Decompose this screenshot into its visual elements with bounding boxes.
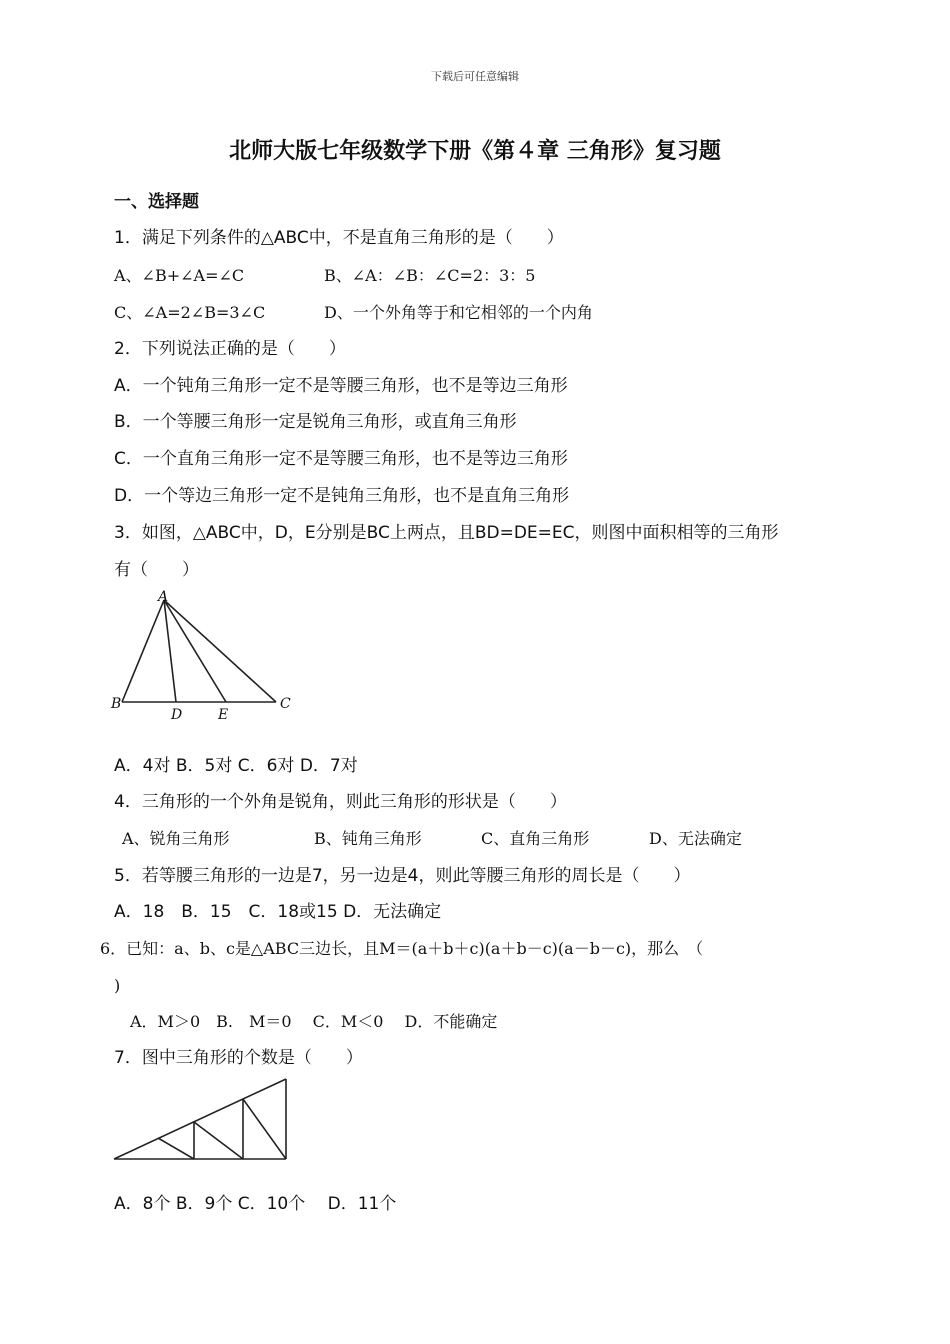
section-heading: 一、选择题: [114, 192, 199, 212]
question-2-option-a: A．一个钝角三角形一定不是等腰三角形，也不是等边三角形: [114, 376, 568, 396]
question-1-option-d: D、一个外角等于和它相邻的一个内角: [324, 303, 593, 322]
page-header: 下载后可任意编辑: [431, 70, 519, 83]
question-5-stem: 5．若等腰三角形的一边是7，另一边是4，则此等腰三角形的周长是（ ）: [114, 866, 691, 886]
question-3-stem-line2: 有（ ）: [114, 560, 199, 580]
question-7-stem: 7．图中三角形的个数是（ ）: [114, 1048, 363, 1068]
segment-ae: [164, 600, 226, 702]
triangle-count-figure: [108, 1075, 294, 1165]
vertex-label-b: B: [111, 696, 122, 712]
question-5-options: A．18 B．15 C．18或15 D．无法确定: [114, 902, 442, 922]
question-2-option-c: C．一个直角三角形一定不是等腰三角形，也不是等边三角形: [114, 449, 568, 469]
question-4-option-b: B、钝角三角形: [314, 829, 422, 848]
question-6-stem-line2: ): [114, 976, 121, 995]
question-4-option-a: A、锐角三角形: [122, 829, 230, 848]
diagonal-1: [243, 1099, 286, 1159]
question-2-option-b: B．一个等腰三角形一定是锐角三角形，或直角三角形: [114, 412, 517, 432]
diagonal-2: [194, 1122, 243, 1159]
question-1-option-b: B、∠A：∠B：∠C=2：3：5: [324, 266, 536, 285]
question-4-stem: 4．三角形的一个外角是锐角，则此三角形的形状是（ ）: [114, 792, 567, 812]
vertex-label-a: A: [158, 589, 169, 605]
vertex-label-e: E: [218, 707, 229, 723]
question-4-option-c: C、直角三角形: [481, 829, 590, 848]
question-7-options: A．8个 B．9个 C．10个 D．11个: [114, 1194, 397, 1214]
vertex-label-d: D: [171, 707, 183, 723]
question-1-option-c: C、∠A=2∠B=3∠C: [114, 303, 266, 322]
segment-ab: [122, 600, 164, 702]
question-6-options: A．M＞0 B. M＝0 C．M＜0 D．不能确定: [130, 1012, 498, 1031]
question-4-option-d: D、无法确定: [649, 829, 742, 848]
hypotenuse: [114, 1079, 286, 1159]
segment-ac: [164, 600, 276, 702]
vertex-label-c: C: [280, 696, 291, 712]
triangle-figure-abc: [108, 588, 298, 723]
question-1-stem: 1．满足下列条件的△ABC中，不是直角三角形的是（ ）: [114, 228, 564, 248]
page-title: 北师大版七年级数学下册《第４章 三角形》复习题: [229, 139, 721, 164]
question-1-option-a: A、∠B+∠A=∠C: [114, 266, 245, 285]
diagonal-3: [158, 1138, 194, 1159]
question-2-stem: 2．下列说法正确的是（ ）: [114, 339, 346, 359]
question-3-stem-line1: 3．如图，△ABC中，D，E分别是BC上两点，且BD=DE=EC，则图中面积相等的三角形: [114, 523, 779, 543]
question-6-stem-line1: 6．已知：a、b、c是△ABC三边长，且M＝(a＋b＋c)(a＋b－c)(a－b－c)，那么 （: [100, 939, 704, 958]
question-3-options: A．4对 B．5对 C．6对 D．7对: [114, 756, 358, 776]
question-2-option-d: D．一个等边三角形一定不是钝角三角形，也不是直角三角形: [114, 486, 570, 506]
